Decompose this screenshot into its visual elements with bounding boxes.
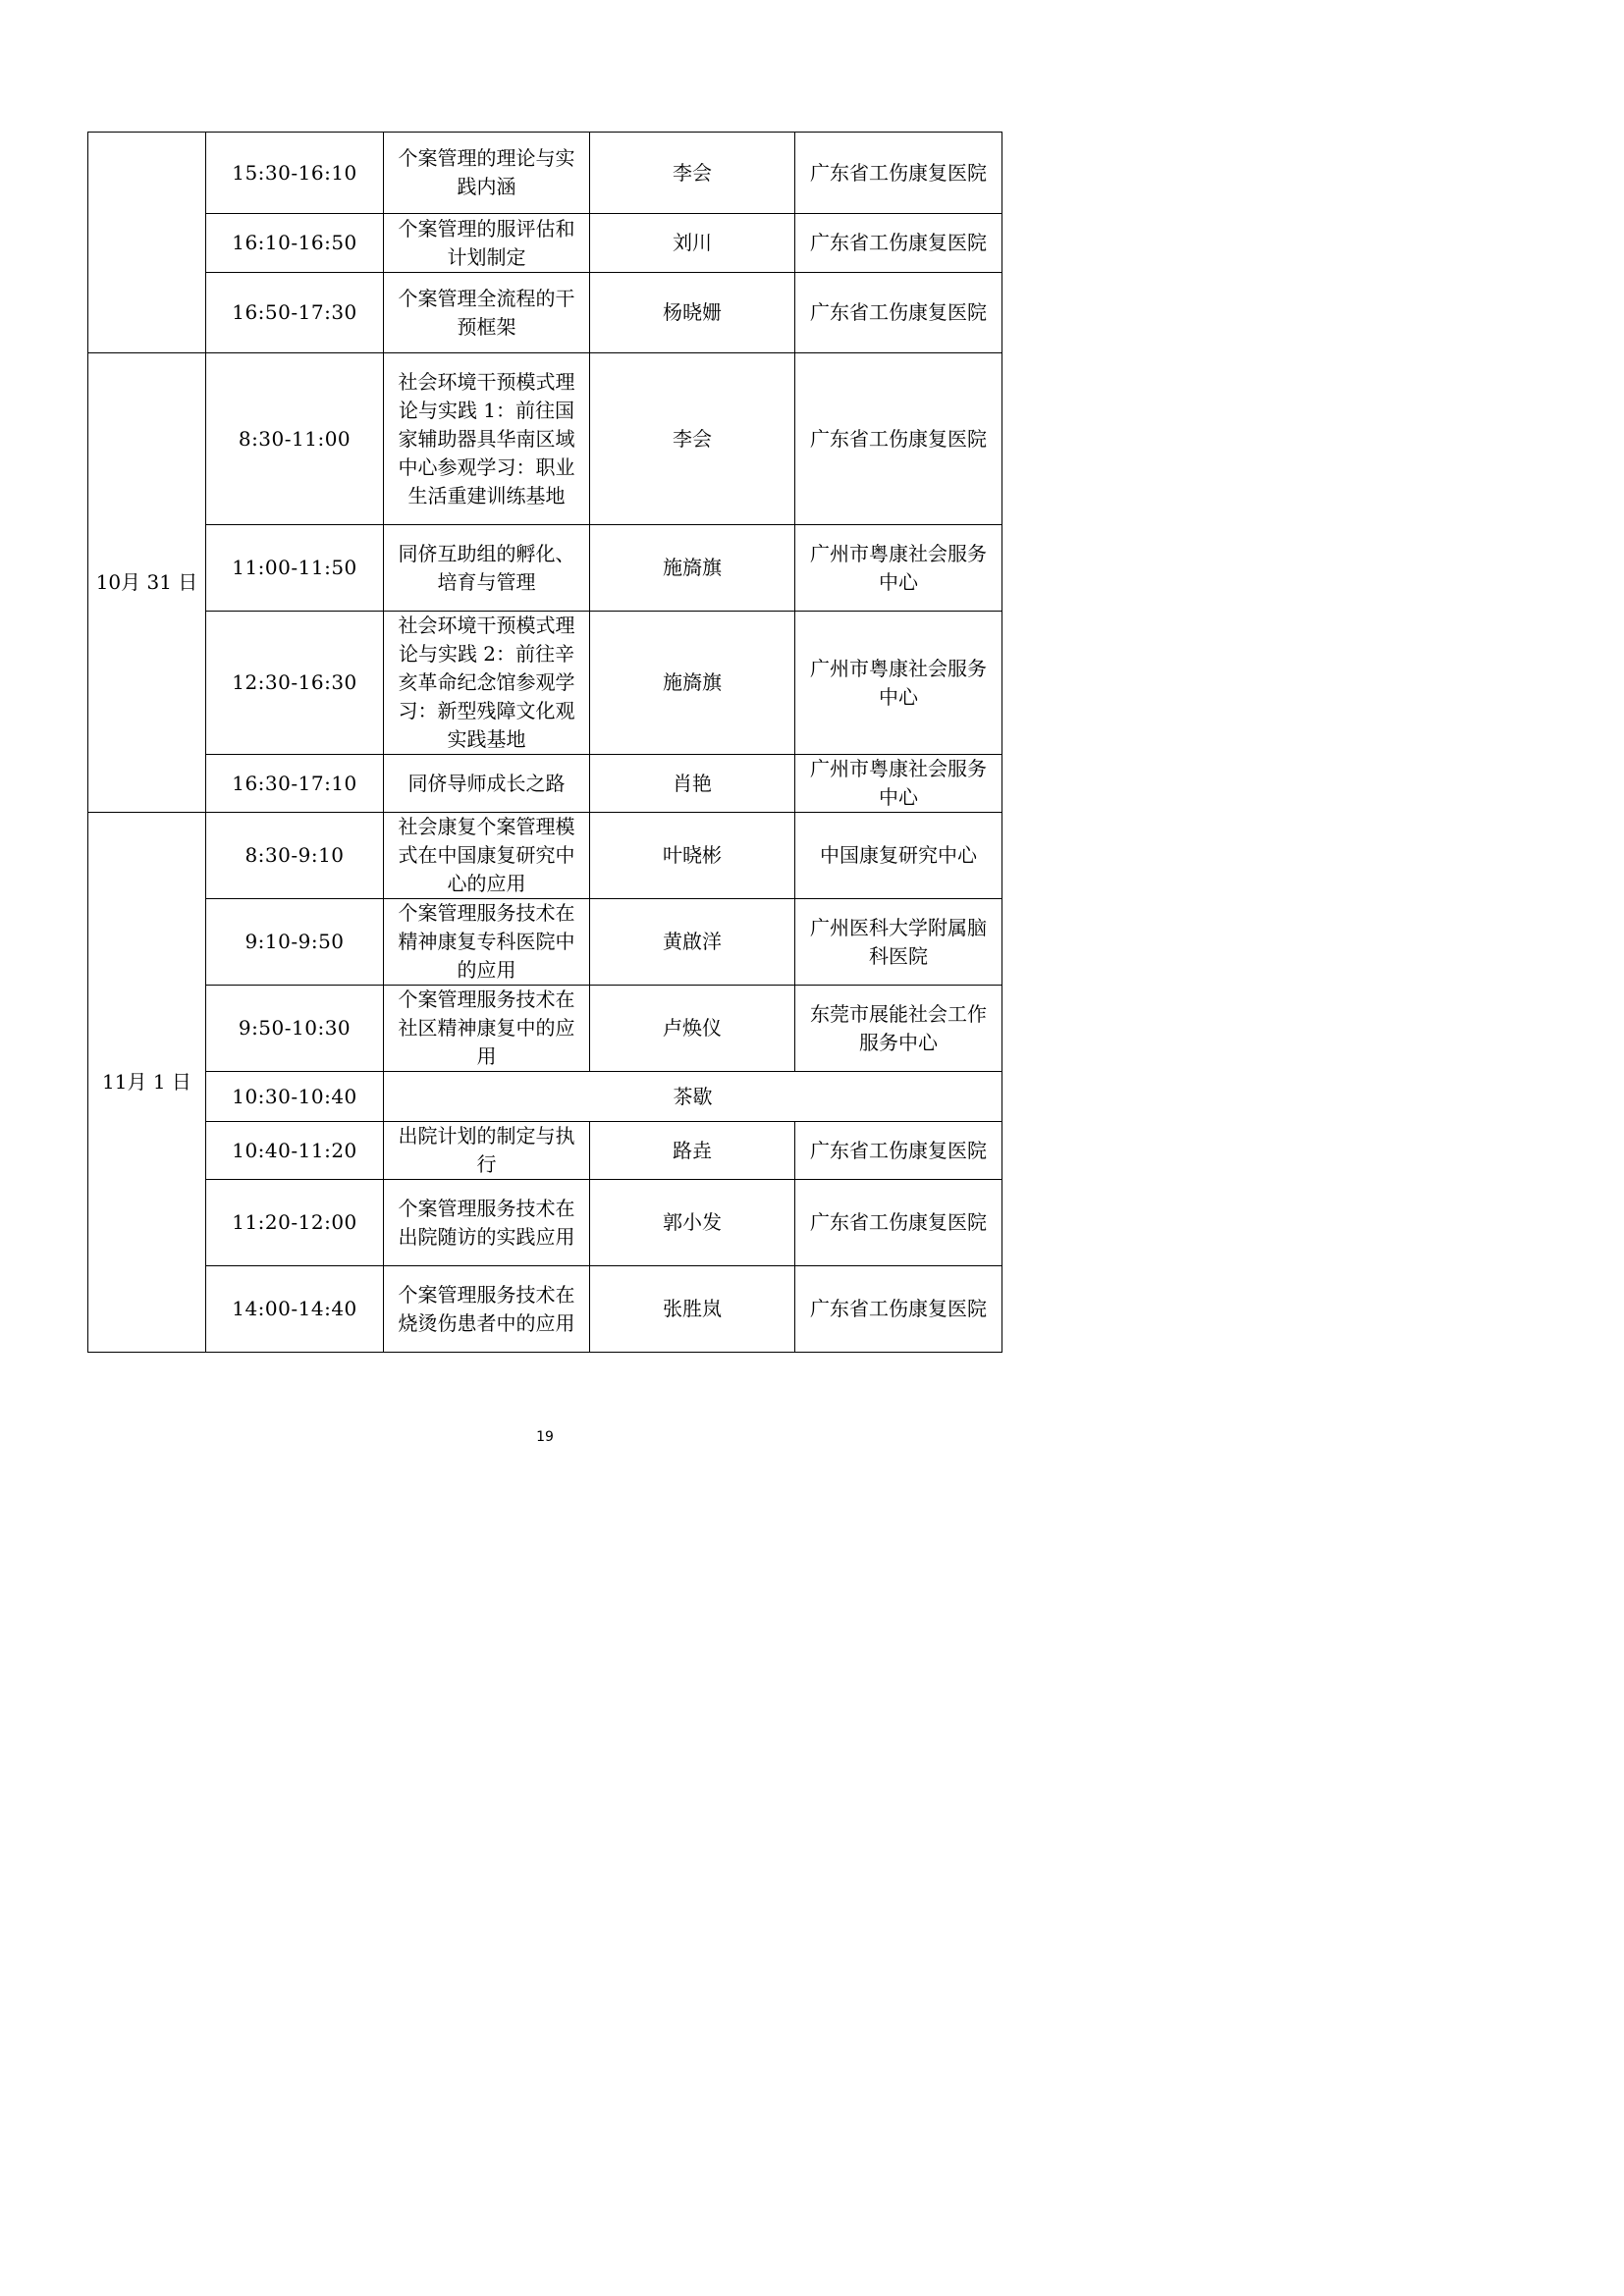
speaker-cell: 张胜岚 (590, 1266, 795, 1353)
topic-cell: 个案管理服务技术在烧烫伤患者中的应用 (384, 1266, 590, 1353)
time-cell: 16:10-16:50 (206, 214, 384, 273)
organization-cell: 广东省工伤康复医院 (795, 1180, 1002, 1266)
date-cell: 11月 1 日 (88, 813, 206, 1353)
topic-cell: 同侪导师成长之路 (384, 755, 590, 813)
speaker-cell: 黄啟洋 (590, 899, 795, 986)
table-row (88, 353, 1002, 525)
time-cell: 11:00-11:50 (206, 525, 384, 612)
schedule-table (87, 132, 1002, 1353)
organization-cell: 中国康复研究中心 (795, 813, 1002, 899)
topic-cell: 个案管理服务技术在社区精神康复中的应用 (384, 986, 590, 1072)
topic-cell: 个案管理服务技术在精神康复专科医院中的应用 (384, 899, 590, 986)
time-cell: 8:30-9:10 (206, 813, 384, 899)
table-row (88, 1122, 1002, 1180)
speaker-cell: 施旖旗 (590, 525, 795, 612)
table-row (88, 273, 1002, 353)
time-cell: 11:20-12:00 (206, 1180, 384, 1266)
time-cell: 16:50-17:30 (206, 273, 384, 353)
speaker-cell: 李会 (590, 353, 795, 525)
speaker-cell: 郭小发 (590, 1180, 795, 1266)
topic-cell: 个案管理全流程的干预框架 (384, 273, 590, 353)
organization-cell: 广东省工伤康复医院 (795, 1122, 1002, 1180)
time-cell: 9:10-9:50 (206, 899, 384, 986)
organization-cell: 广州市粤康社会服务中心 (795, 755, 1002, 813)
table-row (88, 133, 1002, 214)
time-cell: 12:30-16:30 (206, 612, 384, 755)
time-cell: 10:30-10:40 (206, 1072, 384, 1122)
speaker-cell: 路垚 (590, 1122, 795, 1180)
topic-cell: 出院计划的制定与执行 (384, 1122, 590, 1180)
organization-cell: 广东省工伤康复医院 (795, 353, 1002, 525)
speaker-cell: 刘川 (590, 214, 795, 273)
topic-cell: 社会康复个案管理模式在中国康复研究中心的应用 (384, 813, 590, 899)
table-row (88, 986, 1002, 1072)
organization-cell: 广东省工伤康复医院 (795, 1266, 1002, 1353)
organization-cell: 广东省工伤康复医院 (795, 133, 1002, 214)
topic-cell: 个案管理服务技术在出院随访的实践应用 (384, 1180, 590, 1266)
table-row (88, 813, 1002, 899)
table-row (88, 214, 1002, 273)
organization-cell: 东莞市展能社会工作服务中心 (795, 986, 1002, 1072)
time-cell: 15:30-16:10 (206, 133, 384, 214)
topic-cell: 社会环境干预模式理论与实践 2：前往辛亥革命纪念馆参观学习：新型残障文化观实践基地 (384, 612, 590, 755)
table-row (88, 1266, 1002, 1353)
table-row (88, 1180, 1002, 1266)
speaker-cell: 施旖旗 (590, 612, 795, 755)
break-cell: 茶歇 (384, 1072, 1002, 1122)
time-cell: 10:40-11:20 (206, 1122, 384, 1180)
table-row (88, 525, 1002, 612)
topic-cell: 社会环境干预模式理论与实践 1：前往国家辅助器具华南区域中心参观学习：职业生活重建训练基地 (384, 353, 590, 525)
page-number: 19 (536, 1429, 554, 1445)
organization-cell: 广东省工伤康复医院 (795, 214, 1002, 273)
table-row (88, 612, 1002, 755)
speaker-cell: 李会 (590, 133, 795, 214)
time-cell: 14:00-14:40 (206, 1266, 384, 1353)
date-cell (88, 133, 206, 353)
date-cell: 10月 31 日 (88, 353, 206, 813)
organization-cell: 广州市粤康社会服务中心 (795, 612, 1002, 755)
time-cell: 16:30-17:10 (206, 755, 384, 813)
topic-cell: 个案管理的理论与实践内涵 (384, 133, 590, 214)
topic-cell: 同侪互助组的孵化、培育与管理 (384, 525, 590, 612)
organization-cell: 广东省工伤康复医院 (795, 273, 1002, 353)
organization-cell: 广州医科大学附属脑科医院 (795, 899, 1002, 986)
topic-cell: 个案管理的服评估和计划制定 (384, 214, 590, 273)
table-row (88, 899, 1002, 986)
table-row (88, 1072, 1002, 1122)
speaker-cell: 杨晓姗 (590, 273, 795, 353)
speaker-cell: 肖艳 (590, 755, 795, 813)
speaker-cell: 叶晓彬 (590, 813, 795, 899)
time-cell: 9:50-10:30 (206, 986, 384, 1072)
speaker-cell: 卢焕仪 (590, 986, 795, 1072)
organization-cell: 广州市粤康社会服务中心 (795, 525, 1002, 612)
table-row (88, 755, 1002, 813)
time-cell: 8:30-11:00 (206, 353, 384, 525)
